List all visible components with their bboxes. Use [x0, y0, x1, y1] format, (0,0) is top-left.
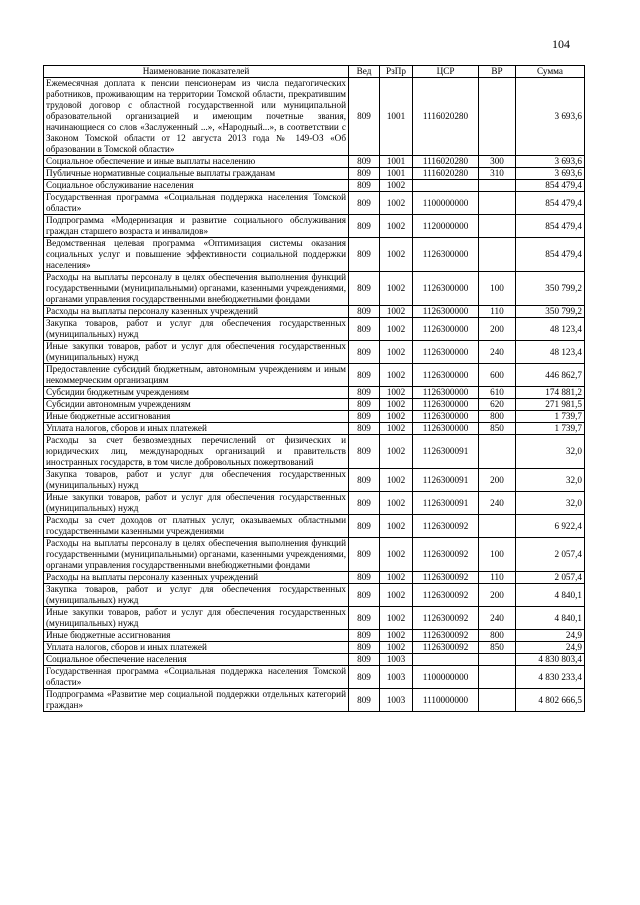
row-rzpr: 1002 [380, 192, 413, 215]
row-csr: 1126300091 [413, 435, 479, 469]
table-row [44, 341, 585, 364]
row-name: Государственная программа «Социальная поддержка населения Томской области» [44, 192, 349, 215]
row-csr: 1126300000 [413, 341, 479, 364]
row-csr: 1126300000 [413, 399, 479, 411]
row-sum: 854 479,4 [516, 238, 585, 272]
table-row [44, 215, 585, 238]
row-name: Расходы на выплаты персоналу в целях обеспечения выполнения функций государственными (муниципальными) органами, казенными учреждениями, органами управления государственными внебюджетными фондами [44, 538, 349, 572]
row-ved: 809 [349, 689, 380, 712]
row-rzpr: 1003 [380, 666, 413, 689]
row-name: Подпрограмма «Развитие мер социальной поддержки отдельных категорий граждан» [44, 689, 349, 712]
table-row [44, 538, 585, 572]
row-name: Закупка товаров, работ и услуг для обеспечения государственных (муниципальных) нужд [44, 469, 349, 492]
row-vr [479, 215, 516, 238]
row-ved: 809 [349, 435, 380, 469]
row-vr: 600 [479, 364, 516, 387]
row-sum: 2 057,4 [516, 572, 585, 584]
row-rzpr: 1001 [380, 168, 413, 180]
table-row [44, 572, 585, 584]
row-name: Социальное обеспечение населения [44, 654, 349, 666]
row-csr: 1116020280 [413, 168, 479, 180]
row-csr: 1126300092 [413, 630, 479, 642]
row-ved: 809 [349, 630, 380, 642]
row-rzpr: 1003 [380, 689, 413, 712]
row-rzpr: 1002 [380, 306, 413, 318]
row-rzpr: 1002 [380, 341, 413, 364]
row-csr: 1126300000 [413, 272, 479, 306]
table-row [44, 180, 585, 192]
row-sum: 24,9 [516, 642, 585, 654]
row-vr [479, 515, 516, 538]
row-ved: 809 [349, 168, 380, 180]
table-header-row [44, 66, 585, 78]
row-ved: 809 [349, 572, 380, 584]
row-ved: 809 [349, 238, 380, 272]
row-ved: 809 [349, 399, 380, 411]
row-ved: 809 [349, 515, 380, 538]
header-name: Наименование показателей [44, 66, 349, 78]
table-row [44, 272, 585, 306]
row-csr: 1126300092 [413, 607, 479, 630]
row-sum: 6 922,4 [516, 515, 585, 538]
row-csr: 1126300000 [413, 423, 479, 435]
table-row [44, 584, 585, 607]
row-csr: 1110000000 [413, 689, 479, 712]
row-vr: 620 [479, 399, 516, 411]
row-vr: 850 [479, 423, 516, 435]
header-csr: ЦСР [413, 66, 479, 78]
row-vr: 850 [479, 642, 516, 654]
row-sum: 446 862,7 [516, 364, 585, 387]
table-row [44, 78, 585, 156]
header-sum: Сумма [516, 66, 585, 78]
row-csr: 1126300091 [413, 469, 479, 492]
row-rzpr: 1002 [380, 572, 413, 584]
row-csr: 1126300000 [413, 411, 479, 423]
table-row [44, 492, 585, 515]
row-sum: 2 057,4 [516, 538, 585, 572]
row-ved: 809 [349, 654, 380, 666]
row-rzpr: 1002 [380, 318, 413, 341]
row-name: Расходы на выплаты персоналу казенных учреждений [44, 572, 349, 584]
row-csr: 1100000000 [413, 192, 479, 215]
row-ved: 809 [349, 492, 380, 515]
table-row [44, 411, 585, 423]
row-csr: 1126300000 [413, 318, 479, 341]
row-ved: 809 [349, 215, 380, 238]
row-sum: 271 981,5 [516, 399, 585, 411]
row-rzpr: 1002 [380, 272, 413, 306]
table-row [44, 306, 585, 318]
row-sum: 4 840,1 [516, 584, 585, 607]
row-rzpr: 1002 [380, 411, 413, 423]
row-csr [413, 180, 479, 192]
row-name: Закупка товаров, работ и услуг для обеспечения государственных (муниципальных) нужд [44, 584, 349, 607]
row-sum: 174 881,2 [516, 387, 585, 399]
row-csr: 1100000000 [413, 666, 479, 689]
table-body [44, 78, 585, 712]
row-csr [413, 654, 479, 666]
row-name: Публичные нормативные социальные выплаты гражданам [44, 168, 349, 180]
row-rzpr: 1002 [380, 469, 413, 492]
row-name: Социальное обслуживание населения [44, 180, 349, 192]
row-rzpr: 1002 [380, 399, 413, 411]
row-sum: 4 802 666,5 [516, 689, 585, 712]
row-rzpr: 1002 [380, 215, 413, 238]
row-vr [479, 654, 516, 666]
row-rzpr: 1002 [380, 180, 413, 192]
row-sum: 32,0 [516, 469, 585, 492]
row-name: Ведомственная целевая программа «Оптимизация системы оказания социальных услуг и повышение эффективности социальной поддержки населения» [44, 238, 349, 272]
table-row [44, 156, 585, 168]
row-rzpr: 1002 [380, 492, 413, 515]
row-name: Субсидии автономным учреждениям [44, 399, 349, 411]
table-row [44, 654, 585, 666]
row-sum: 350 799,2 [516, 306, 585, 318]
row-ved: 809 [349, 469, 380, 492]
row-rzpr: 1002 [380, 630, 413, 642]
row-rzpr: 1003 [380, 654, 413, 666]
table-row [44, 364, 585, 387]
row-name: Субсидии бюджетным учреждениям [44, 387, 349, 399]
table-row [44, 423, 585, 435]
row-sum: 24,9 [516, 630, 585, 642]
header-vr: ВР [479, 66, 516, 78]
row-sum: 3 693,6 [516, 168, 585, 180]
row-sum: 32,0 [516, 435, 585, 469]
row-csr: 1126300000 [413, 306, 479, 318]
row-vr [479, 180, 516, 192]
row-name: Уплата налогов, сборов и иных платежей [44, 642, 349, 654]
table-row [44, 469, 585, 492]
row-csr: 1116020280 [413, 156, 479, 168]
row-ved: 809 [349, 666, 380, 689]
row-ved: 809 [349, 192, 380, 215]
row-name: Государственная программа «Социальная поддержка населения Томской области» [44, 666, 349, 689]
table-row [44, 387, 585, 399]
row-name: Иные закупки товаров, работ и услуг для обеспечения государственных (муниципальных) нужд [44, 607, 349, 630]
row-sum: 854 479,4 [516, 180, 585, 192]
table-row [44, 689, 585, 712]
row-name: Предоставление субсидий бюджетным, автономным учреждениям и иным некоммерческим организациям [44, 364, 349, 387]
row-vr [479, 689, 516, 712]
table-row [44, 515, 585, 538]
row-name: Расходы за счет доходов от платных услуг, оказываемых областными государственными казенными учреждениями [44, 515, 349, 538]
row-vr [479, 192, 516, 215]
row-vr: 610 [479, 387, 516, 399]
row-ved: 809 [349, 584, 380, 607]
table-row [44, 666, 585, 689]
row-vr: 240 [479, 607, 516, 630]
row-ved: 809 [349, 156, 380, 168]
row-csr: 1126300092 [413, 584, 479, 607]
row-vr: 310 [479, 168, 516, 180]
table-row [44, 318, 585, 341]
row-csr: 1120000000 [413, 215, 479, 238]
row-sum: 854 479,4 [516, 215, 585, 238]
row-rzpr: 1002 [380, 584, 413, 607]
row-ved: 809 [349, 642, 380, 654]
table-row [44, 630, 585, 642]
row-sum: 32,0 [516, 492, 585, 515]
row-name: Расходы на выплаты персоналу казенных учреждений [44, 306, 349, 318]
row-ved: 809 [349, 538, 380, 572]
row-csr: 1126300000 [413, 238, 479, 272]
table-row [44, 607, 585, 630]
row-sum: 854 479,4 [516, 192, 585, 215]
row-vr: 110 [479, 572, 516, 584]
row-rzpr: 1002 [380, 642, 413, 654]
row-rzpr: 1002 [380, 515, 413, 538]
row-vr [479, 238, 516, 272]
row-csr: 1126300091 [413, 492, 479, 515]
row-ved: 809 [349, 180, 380, 192]
row-name: Закупка товаров, работ и услуг для обеспечения государственных (муниципальных) нужд [44, 318, 349, 341]
row-vr: 110 [479, 306, 516, 318]
row-ved: 809 [349, 423, 380, 435]
row-ved: 809 [349, 78, 380, 156]
row-ved: 809 [349, 306, 380, 318]
row-name: Расходы на выплаты персоналу в целях обеспечения выполнения функций государственными (муниципальными) органами, казенными учреждениями, органами управления государственными внебюджетными фондами [44, 272, 349, 306]
row-vr: 240 [479, 492, 516, 515]
row-vr: 200 [479, 318, 516, 341]
row-csr: 1126300000 [413, 387, 479, 399]
row-rzpr: 1002 [380, 423, 413, 435]
row-sum: 1 739,7 [516, 423, 585, 435]
row-sum: 3 693,6 [516, 78, 585, 156]
row-vr: 800 [479, 411, 516, 423]
row-csr: 1126300000 [413, 364, 479, 387]
row-sum: 1 739,7 [516, 411, 585, 423]
row-vr: 300 [479, 156, 516, 168]
row-sum: 48 123,4 [516, 318, 585, 341]
row-name: Иные закупки товаров, работ и услуг для обеспечения государственных (муниципальных) нужд [44, 492, 349, 515]
budget-table [43, 65, 585, 712]
row-csr: 1116020280 [413, 78, 479, 156]
row-vr [479, 435, 516, 469]
row-vr: 100 [479, 538, 516, 572]
row-sum: 48 123,4 [516, 341, 585, 364]
row-name: Ежемесячная доплата к пенсии пенсионерам из числа педагогических работников, проживающим на территории Томской области, прекратившим трудовой договор с областной государственной или муниципальной образовательной организацией и имеющим почетные звания, начинающиеся со слов «Заслуженный ...», «Народный...», в соответствии с Законом Томской области от 12 августа 2013 года № 149-ОЗ «Об образовании в Томской области» [44, 78, 349, 156]
row-sum: 4 830 233,4 [516, 666, 585, 689]
row-sum: 350 799,2 [516, 272, 585, 306]
row-rzpr: 1002 [380, 435, 413, 469]
row-ved: 809 [349, 341, 380, 364]
row-sum: 4 840,1 [516, 607, 585, 630]
row-rzpr: 1002 [380, 538, 413, 572]
row-ved: 809 [349, 387, 380, 399]
row-name: Подпрограмма «Модернизация и развитие социального обслуживания граждан старшего возраста и инвалидов» [44, 215, 349, 238]
table-row [44, 168, 585, 180]
row-ved: 809 [349, 318, 380, 341]
row-rzpr: 1002 [380, 364, 413, 387]
row-vr: 800 [479, 630, 516, 642]
row-ved: 809 [349, 411, 380, 423]
row-ved: 809 [349, 607, 380, 630]
row-vr: 200 [479, 469, 516, 492]
row-vr: 100 [479, 272, 516, 306]
row-rzpr: 1002 [380, 238, 413, 272]
table-row [44, 238, 585, 272]
row-ved: 809 [349, 272, 380, 306]
row-rzpr: 1001 [380, 156, 413, 168]
row-csr: 1126300092 [413, 538, 479, 572]
row-name: Расходы за счет безвозмездных перечислений от физических и юридических лиц, международных организаций и правительств иностранных государств, в том числе добровольных пожертвований [44, 435, 349, 469]
row-rzpr: 1002 [380, 607, 413, 630]
table-row [44, 642, 585, 654]
row-rzpr: 1002 [380, 387, 413, 399]
row-sum: 3 693,6 [516, 156, 585, 168]
row-vr: 200 [479, 584, 516, 607]
table-row [44, 192, 585, 215]
row-vr [479, 78, 516, 156]
row-csr: 1126300092 [413, 572, 479, 584]
row-name: Иные бюджетные ассигнования [44, 411, 349, 423]
table-row [44, 399, 585, 411]
header-rzpr: РзПр [380, 66, 413, 78]
row-name: Социальное обеспечение и иные выплаты населению [44, 156, 349, 168]
row-vr: 240 [479, 341, 516, 364]
row-name: Иные закупки товаров, работ и услуг для обеспечения государственных (муниципальных) нужд [44, 341, 349, 364]
row-name: Уплата налогов, сборов и иных платежей [44, 423, 349, 435]
page-number: 104 [552, 37, 570, 51]
header-ved: Вед [349, 66, 380, 78]
table-row [44, 435, 585, 469]
row-vr [479, 666, 516, 689]
row-sum: 4 830 803,4 [516, 654, 585, 666]
row-ved: 809 [349, 364, 380, 387]
row-csr: 1126300092 [413, 515, 479, 538]
row-name: Иные бюджетные ассигнования [44, 630, 349, 642]
row-csr: 1126300092 [413, 642, 479, 654]
row-rzpr: 1001 [380, 78, 413, 156]
